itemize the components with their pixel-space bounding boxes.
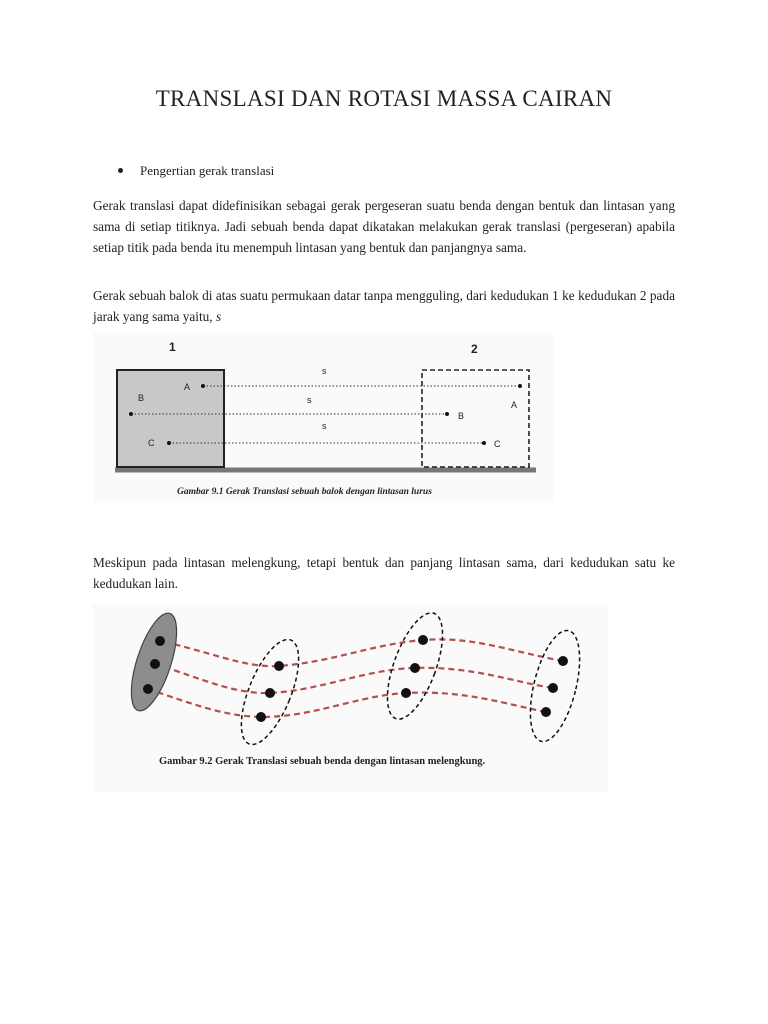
point-a-end: A [511,400,518,410]
distance-label-c: s [322,421,327,431]
distance-variable: s [215,309,222,324]
paragraph-curved-example: Meskipun pada lintasan melengkung, tetapi bentuk dan panjang lintasan sama, dari kedudukan satu ke kedudukan lain. [93,555,675,591]
figure-curved-translation [93,604,608,792]
point-b-start: B [138,393,145,403]
distance-label-a: s [322,366,327,376]
paragraph-block-text: Gerak sebuah balok di atas suatu permukaan datar tanpa mengguling, dari kedudukan 1 ke kedudukan 2 pada jarak yang sama yaitu, [93,288,675,324]
distance-label-b: s [307,395,312,405]
point-c-end: C [494,439,501,449]
figure-straight-translation [93,333,553,503]
figure2-caption: Gambar 9.2 Gerak Translasi sebuah benda dengan lintasan melengkung. [159,756,486,767]
point-a-start: A [184,382,191,392]
paragraph-definition: Gerak translasi dapat didefinisikan sebagai gerak pergeseran suatu benda dengan bentuk dan lintasan yang sama di setiap titiknya. Jadi sebuah benda dapat dikatakan melakukan gerak translasi (pergeseran) apabila setiap titik pada benda itu menempuh lintasan yang bentuk dan panjangnya sama. [93,198,675,255]
block-start [117,370,224,467]
bullet-item [118,163,274,179]
paragraph-block-example [93,285,675,327]
bullet-text: Pengertian gerak translasi [140,163,275,178]
position-2-label: 2 [471,342,478,356]
page-title: TRANSLASI DAN ROTASI MASSA CAIRAN [155,86,613,111]
point-c-start: C [148,438,155,448]
figure1-caption: Gambar 9.1 Gerak Translasi sebuah balok dengan lintasan lurus [177,487,432,497]
position-1-label: 1 [169,340,176,354]
point-b-end: B [458,411,465,421]
bullet-dot-icon [118,168,123,173]
